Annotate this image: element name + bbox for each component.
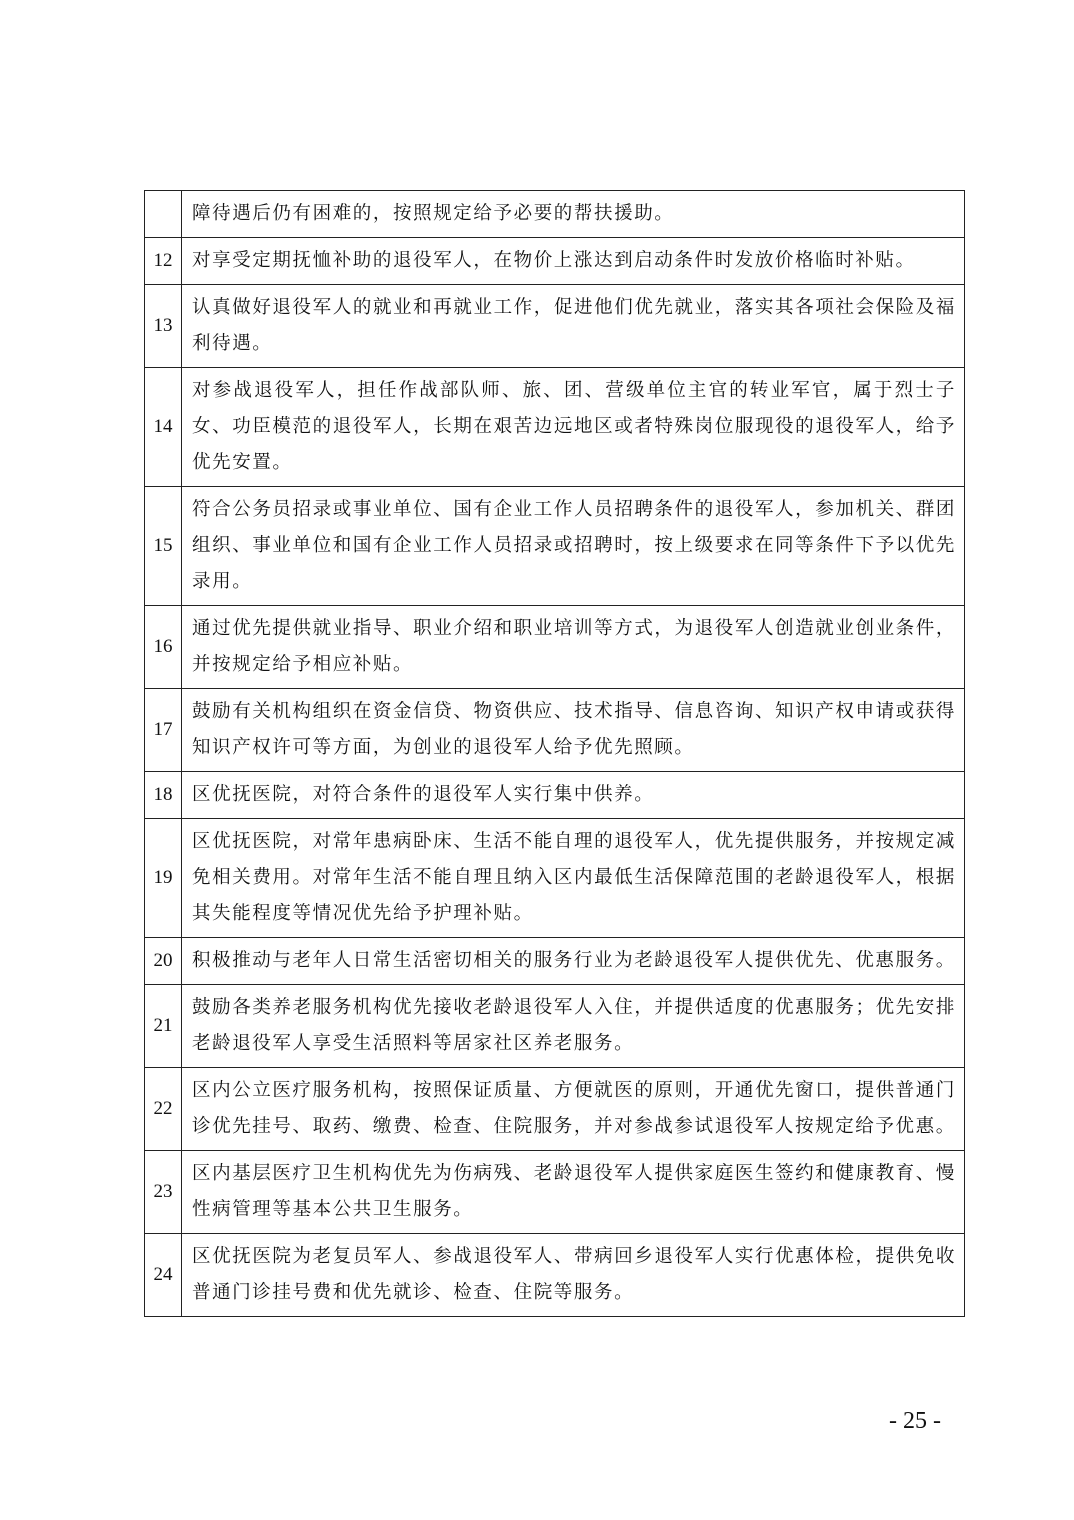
row-number: 18 bbox=[145, 772, 182, 819]
table-row bbox=[145, 1151, 965, 1234]
table-row bbox=[145, 772, 965, 819]
row-text: 区优抚医院为老复员军人、参战退役军人、带病回乡退役军人实行优惠体检，提供免收普通门诊挂号费和优先就诊、检查、住院等服务。 bbox=[182, 1234, 965, 1317]
row-number: 12 bbox=[145, 238, 182, 285]
table-row bbox=[145, 285, 965, 368]
row-number: 23 bbox=[145, 1151, 182, 1234]
row-number: 24 bbox=[145, 1234, 182, 1317]
row-number: 20 bbox=[145, 938, 182, 985]
row-text: 通过优先提供就业指导、职业介绍和职业培训等方式，为退役军人创造就业创业条件，并按规定给予相应补贴。 bbox=[182, 606, 965, 689]
row-number: 15 bbox=[145, 487, 182, 606]
table-row bbox=[145, 238, 965, 285]
row-text: 鼓励有关机构组织在资金信贷、物资供应、技术指导、信息咨询、知识产权申请或获得知识产权许可等方面，为创业的退役军人给予优先照顾。 bbox=[182, 689, 965, 772]
row-text: 区内公立医疗服务机构，按照保证质量、方便就医的原则，开通优先窗口，提供普通门诊优先挂号、取药、缴费、检查、住院服务，并对参战参试退役军人按规定给予优惠。 bbox=[182, 1068, 965, 1151]
table-row bbox=[145, 606, 965, 689]
table-row bbox=[145, 191, 965, 238]
row-number: 13 bbox=[145, 285, 182, 368]
row-text: 区优抚医院，对符合条件的退役军人实行集中供养。 bbox=[182, 772, 965, 819]
row-number bbox=[145, 191, 182, 238]
row-text: 认真做好退役军人的就业和再就业工作，促进他们优先就业，落实其各项社会保险及福利待遇。 bbox=[182, 285, 965, 368]
row-number: 17 bbox=[145, 689, 182, 772]
table-row bbox=[145, 985, 965, 1068]
row-text: 鼓励各类养老服务机构优先接收老龄退役军人入住，并提供适度的优惠服务；优先安排老龄退役军人享受生活照料等居家社区养老服务。 bbox=[182, 985, 965, 1068]
row-text: 积极推动与老年人日常生活密切相关的服务行业为老龄退役军人提供优先、优惠服务。 bbox=[182, 938, 965, 985]
row-text: 对参战退役军人，担任作战部队师、旅、团、营级单位主官的转业军官，属于烈士子女、功臣模范的退役军人，长期在艰苦边远地区或者特殊岗位服现役的退役军人，给予优先安置。 bbox=[182, 368, 965, 487]
table-row bbox=[145, 368, 965, 487]
row-number: 14 bbox=[145, 368, 182, 487]
row-text: 区优抚医院，对常年患病卧床、生活不能自理的退役军人，优先提供服务，并按规定减免相关费用。对常年生活不能自理且纳入区内最低生活保障范围的老龄退役军人，根据其失能程度等情况优先给予护理补贴。 bbox=[182, 819, 965, 938]
row-text: 障待遇后仍有困难的，按照规定给予必要的帮扶援助。 bbox=[182, 191, 965, 238]
row-number: 16 bbox=[145, 606, 182, 689]
table-row bbox=[145, 819, 965, 938]
row-number: 21 bbox=[145, 985, 182, 1068]
page-number: - 25 - bbox=[889, 1408, 941, 1434]
row-number: 19 bbox=[145, 819, 182, 938]
row-text: 对享受定期抚恤补助的退役军人，在物价上涨达到启动条件时发放价格临时补贴。 bbox=[182, 238, 965, 285]
table-row bbox=[145, 1234, 965, 1317]
row-text: 符合公务员招录或事业单位、国有企业工作人员招聘条件的退役军人，参加机关、群团组织、事业单位和国有企业工作人员招录或招聘时，按上级要求在同等条件下予以优先录用。 bbox=[182, 487, 965, 606]
policy-table bbox=[144, 190, 965, 1317]
row-number: 22 bbox=[145, 1068, 182, 1151]
table-row bbox=[145, 1068, 965, 1151]
table-row bbox=[145, 487, 965, 606]
table-row bbox=[145, 689, 965, 772]
table-row bbox=[145, 938, 965, 985]
row-text: 区内基层医疗卫生机构优先为伤病残、老龄退役军人提供家庭医生签约和健康教育、慢性病管理等基本公共卫生服务。 bbox=[182, 1151, 965, 1234]
